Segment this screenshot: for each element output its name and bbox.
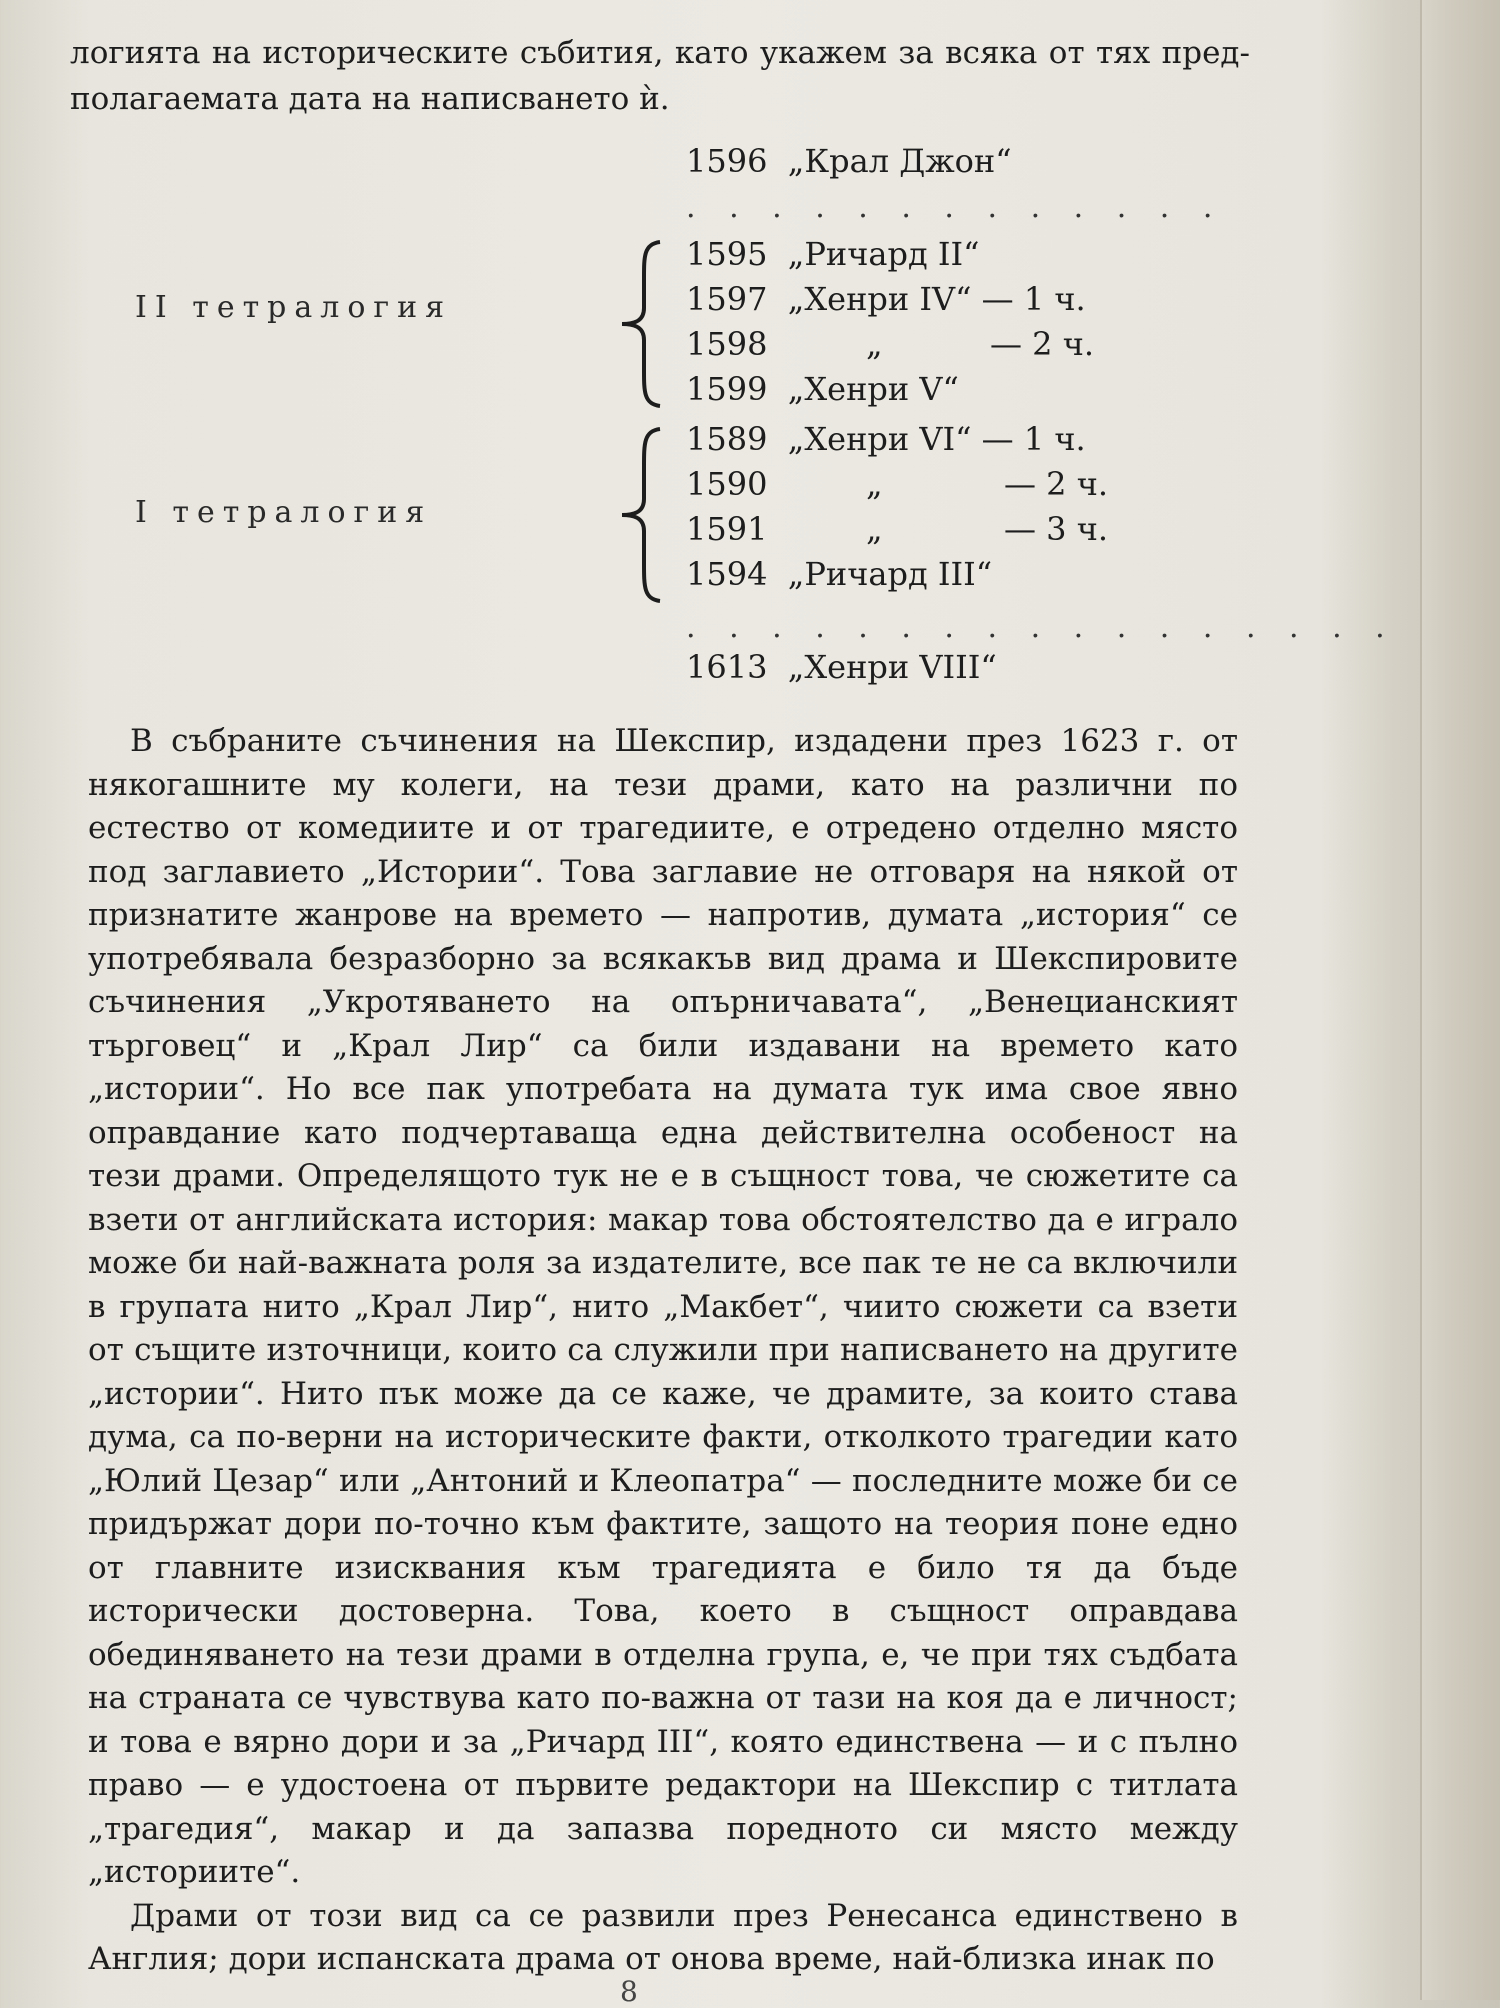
page-number: 8: [620, 1975, 638, 2008]
chronology: [0, 0, 1500, 700]
chronology-entry-top: [686, 142, 1012, 180]
entry-1594: [686, 555, 992, 593]
entry-1589: [686, 420, 1086, 458]
entry-part: — 1 ч.: [981, 420, 1086, 458]
entry-year: 1590: [686, 465, 768, 503]
entry-title: „Хенри IV“: [787, 280, 972, 318]
brace-icon: [612, 425, 672, 605]
separator-dots: . . . . . . . . . . . . .: [686, 190, 1225, 225]
intro-line-1: логията на историческите събития, като укажем за всяка от тях пред-: [70, 35, 1250, 71]
chronology-entry-bottom: [686, 648, 997, 686]
paragraph: В събраните съчинения на Шекспир, издадени през 1623 г. от някогашните му колеги, на тези драми, като на различни по естество от комедиите и от трагедиите, е отредено отделно място под заглавието „Истории“. Това заглавие не отговаря на някой от признатите жанрове на времето — напротив, думата „история“ се употребявала безразборно за всякакъв вид драма и Шекспировите съчинения „Укротяването на опърничавата“, „Венецианският търговец“ и „Крал Лир“ са били издавани на времето като „истории“. Но все пак употребата на думата тук има свое явно оправдание като подчертаваща една действителна особеност на тези драми. Определящото тук не е в същност това, че сюжетите са взети от английската история: макар това обстоятелство да е играло може би най-важната роля за издателите, все пак те не са включили в групата нито „Крал Лир“, нито „Макбет“, чиито сюжети са взети от същите източници, които са служили при написването на другите „истории“. Нито пък може да се каже, че драмите, за които става дума, са по-верни на историческите факти, отколкото трагедии като „Юлий Цезар“ или „Антоний и Клеопатра“ — последните може би се придържат дори по-точно към фактите, защото на теория поне едно от главните изисквания към трагедията е било тя да бъде исторически достоверна. Това, което в същност оправдава обединяването на тези драми в отделна група, е, че при тях съдбата на страната се чувствува като по-важна от тази на коя да е личност; и това е вярно дори и за „Ричард III“, която единствена — и с пълно право — е удостоена от първите редактори на Шекспир с титлата „трагедия“, макар и да запазва поредното си място между „историите“.: [88, 723, 1238, 1890]
paragraph: Драми от този вид са се развили през Ренесанса единствено в Англия; дори испанската драма от онова време, най-близка инак по: [88, 1897, 1238, 1977]
intro-line-2: полагаемата дата на написването ѝ.: [70, 81, 670, 117]
entry-title: „Хенри VI“: [787, 420, 972, 458]
entry-title: „Хенри VIII“: [787, 648, 997, 686]
entry-part: — 2 ч.: [990, 325, 1095, 363]
entry-1590: [686, 465, 1109, 503]
entry-1598: [686, 325, 1095, 363]
entry-year: 1594: [686, 555, 768, 593]
entry-1595: [686, 235, 979, 273]
tetralogy-2-label: II тетралогия: [135, 290, 453, 325]
entry-year: 1591: [686, 510, 768, 548]
entry-title: „Хенри V“: [787, 370, 959, 408]
entry-title: „: [866, 465, 883, 503]
entry-year: 1596: [686, 142, 768, 180]
entry-title: „Ричард II“: [787, 235, 980, 273]
body-text: [88, 720, 1238, 1982]
entry-1591: [686, 510, 1109, 548]
entry-part: — 1 ч.: [981, 280, 1086, 318]
entry-title: „Ричард III“: [787, 555, 993, 593]
entry-year: 1613: [686, 648, 768, 686]
entry-title: „: [866, 510, 883, 548]
separator-dots: . . . . . . . . . . . . . . . . .: [686, 610, 1397, 645]
entry-year: 1599: [686, 370, 768, 408]
entry-year: 1598: [686, 325, 768, 363]
entry-year: 1597: [686, 280, 768, 318]
brace-icon: [612, 238, 672, 410]
entry-part: — 2 ч.: [1004, 465, 1109, 503]
tetralogy-1-label: I тетралогия: [135, 495, 433, 530]
entry-title: „Крал Джон“: [787, 142, 1012, 180]
entry-part: — 3 ч.: [1004, 510, 1109, 548]
entry-title: „: [866, 325, 883, 363]
entry-year: 1589: [686, 420, 768, 458]
entry-year: 1595: [686, 235, 768, 273]
entry-1599: [686, 370, 959, 408]
entry-1597: [686, 280, 1086, 318]
